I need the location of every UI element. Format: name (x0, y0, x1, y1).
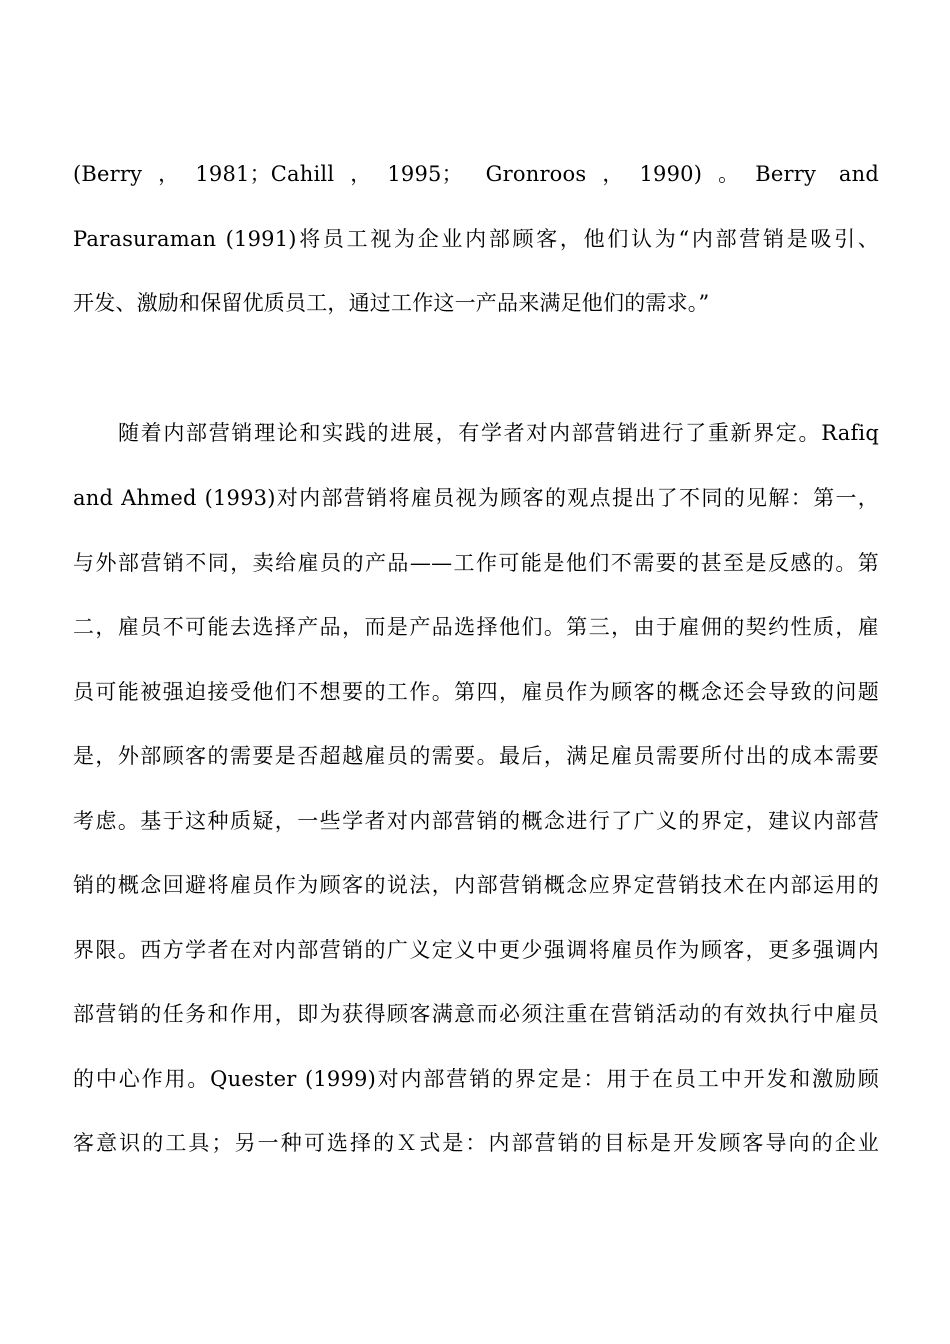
paragraph-2-line-4: 二，雇员不可能去选择产品，而是产品选择他们。第三，由于雇佣的契约性质，雇 (73, 615, 879, 639)
paragraph-2-line-10: 部营销的任务和作用，即为获得顾客满意而必须注重在营销活动的有效执行中雇员 (73, 1002, 879, 1026)
paragraph-2-line-5: 员可能被强迫接受他们不想要的工作。第四，雇员作为顾客的概念还会导致的问题 (73, 680, 879, 704)
paragraph-1-line-3: 开发、激励和保留优质员工，通过工作这一产品来满足他们的需求。” (73, 291, 710, 315)
paragraph-2-line-3: 与外部营销不同，卖给雇员的产品——工作可能是他们不需要的甚至是反感的。第 (73, 551, 879, 575)
paragraph-2-line-7: 考虑。基于这种质疑，一些学者对内部营销的概念进行了广义的界定，建议内部营 (73, 809, 879, 833)
paragraph-2-line-8: 销的概念回避将雇员作为顾客的说法，内部营销概念应界定营销技术在内部运用的 (73, 873, 879, 897)
paragraph-2-line-9: 界限。西方学者在对内部营销的广义定义中更少强调将雇员作为顾客，更多强调内 (73, 938, 879, 962)
paragraph-2-line-11: 的中心作用。Quester (1999)对内部营销的界定是：用于在员工中开发和激励顾 (73, 1067, 879, 1091)
paragraph-2-line-2: and Ahmed (1993)对内部营销将雇员视为顾客的观点提出了不同的见解：第一， (73, 486, 879, 510)
paragraph-2-line-6: 是，外部顾客的需要是否超越雇员的需要。最后，满足雇员需要所付出的成本需要 (73, 744, 879, 768)
paragraph-2-line-1: 随着内部营销理论和实践的进展，有学者对内部营销进行了重新界定。Rafiq (118, 421, 879, 445)
paragraph-1-line-2: Parasuraman (1991)将员工视为企业内部顾客，他们认为“内部营销是吸引、 (73, 227, 879, 251)
paragraph-1-line-1: (Berry，1981；Cahill，1995； Gronroos，1990)。Berry and (73, 162, 879, 186)
paragraph-2-line-12: 客意识的工具；另一种可选择的Ｘ式是：内部营销的目标是开发顾客导向的企业 (73, 1131, 879, 1155)
